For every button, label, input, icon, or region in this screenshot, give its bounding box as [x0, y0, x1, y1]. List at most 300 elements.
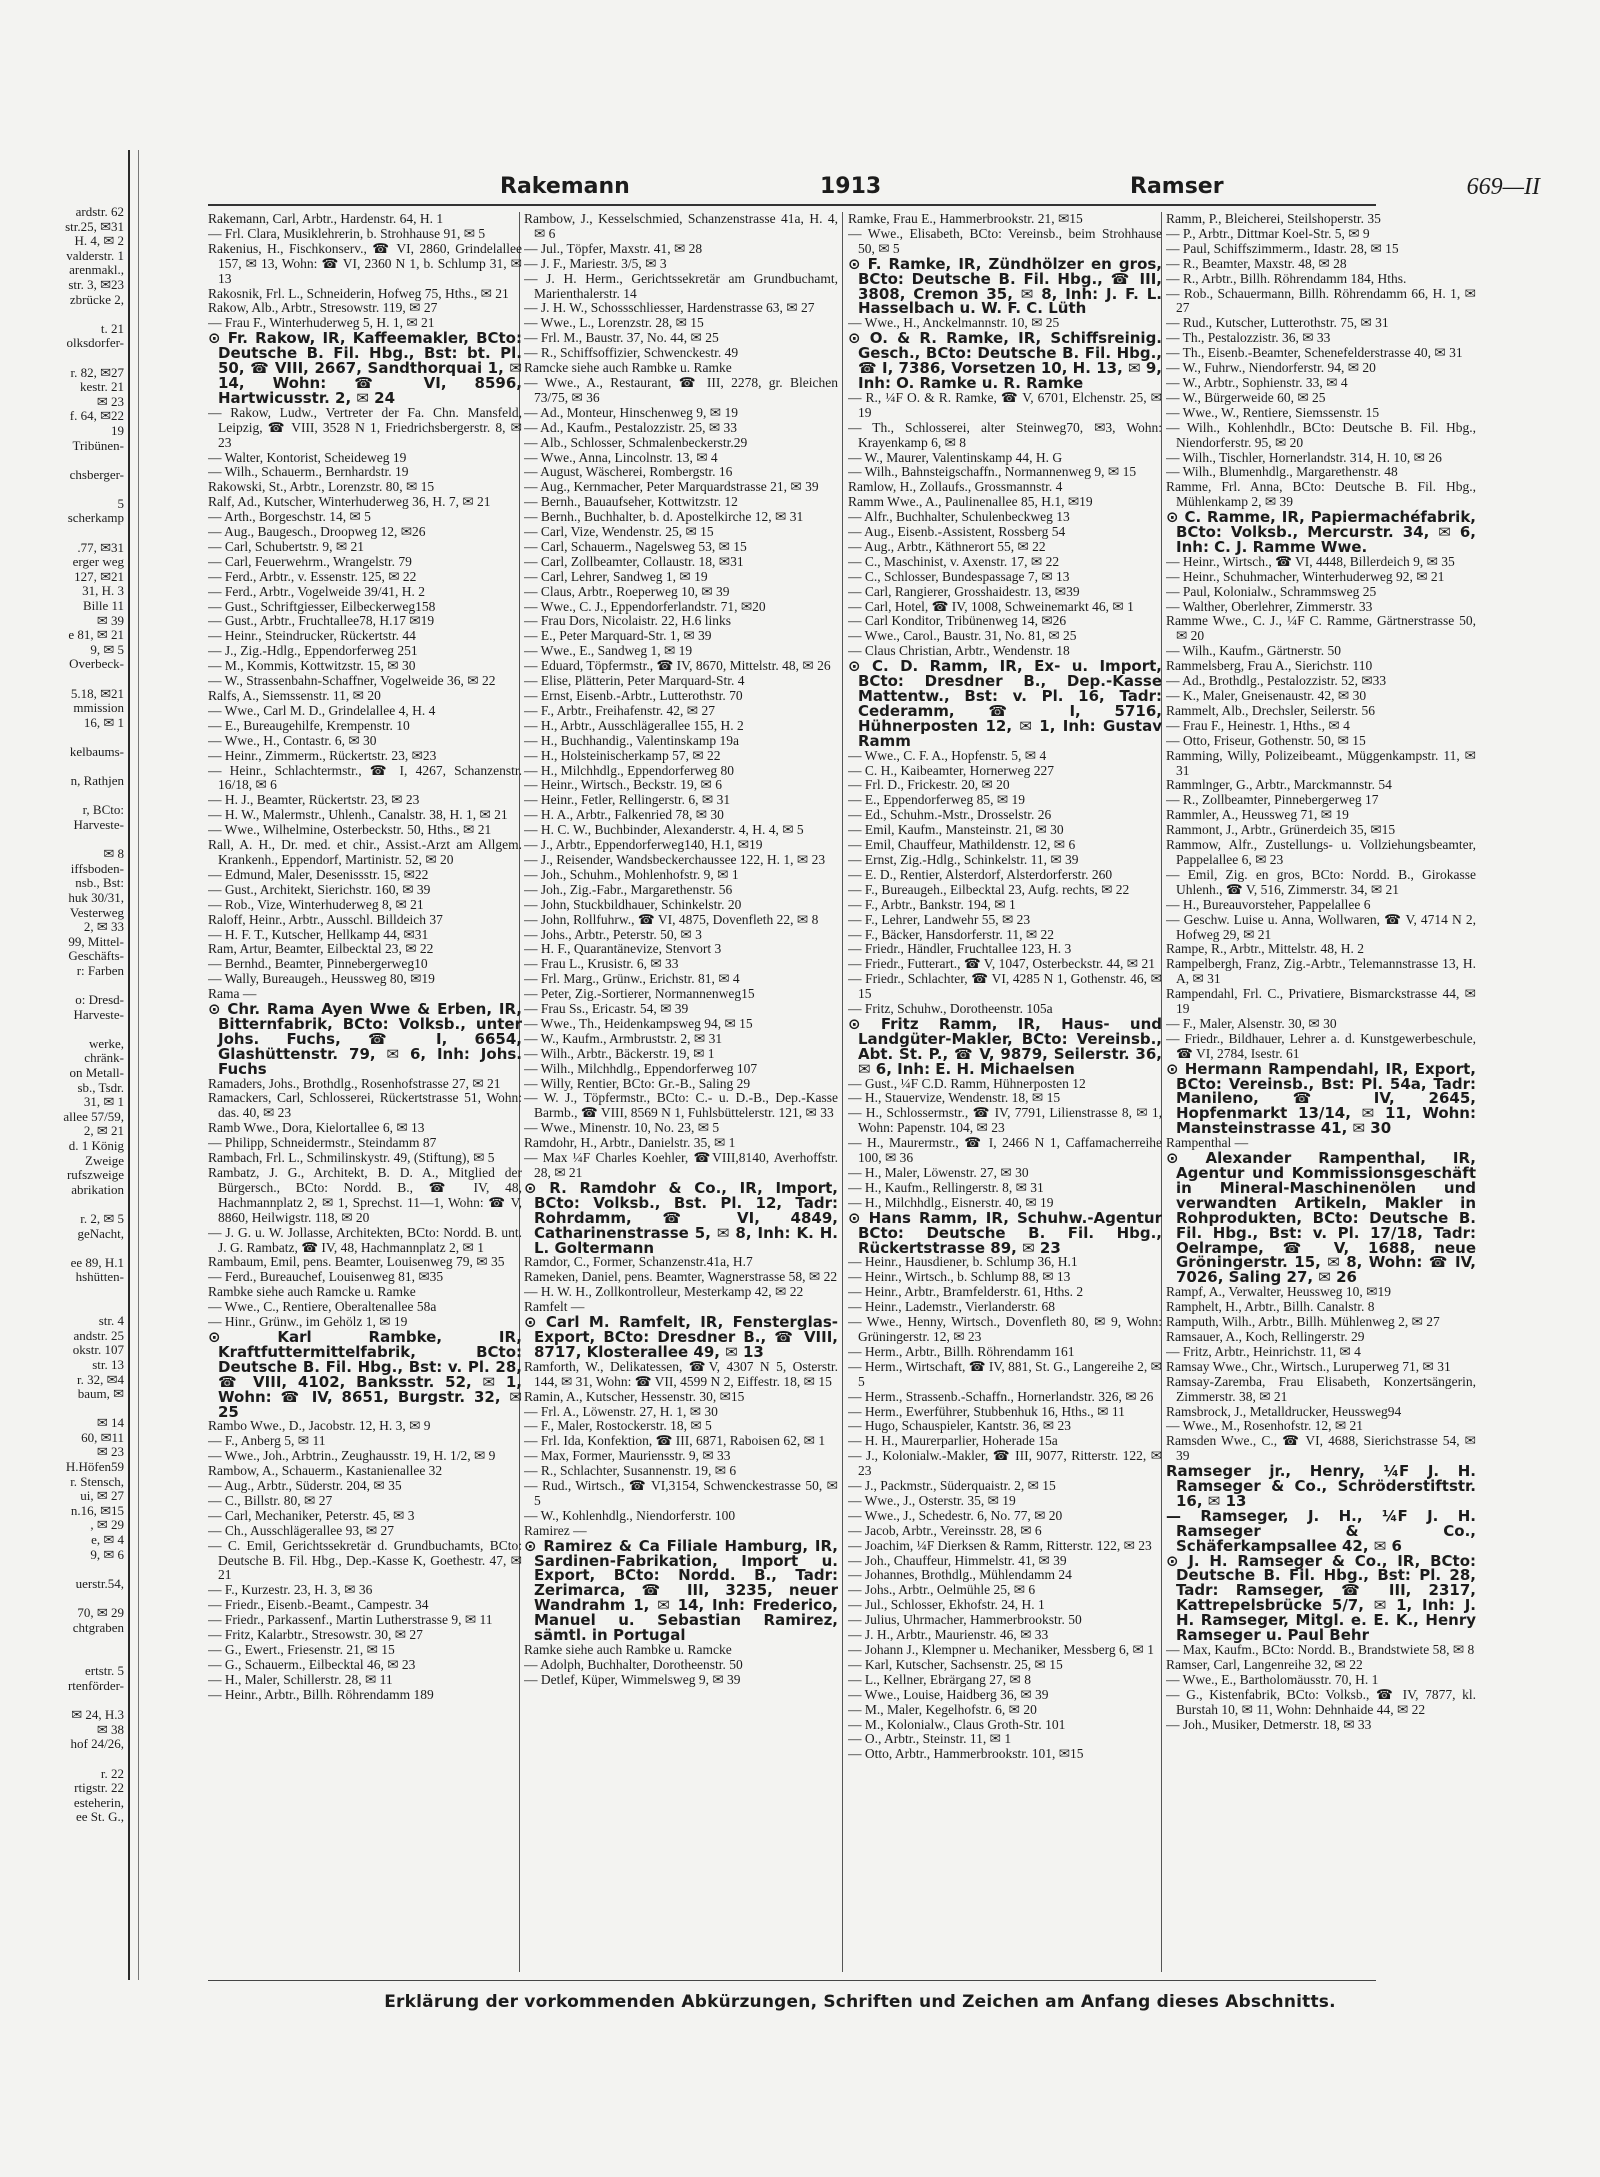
directory-entry: — Frl. A., Löwenstr. 27, H. 1, ✉ 30 — [524, 1403, 718, 1419]
directory-entry: — Wwe., C. J., Eppendorferlandstr. 71, ✉20 — [524, 598, 766, 614]
directory-entry: Ramputh, Wilh., Arbtr., Billh. Mühlenweg 2, ✉ 27 — [1166, 1314, 1440, 1330]
left-margin-rule — [138, 150, 139, 1980]
directory-entry: — Jul., Schlosser, Ekhofstr. 24, H. 1 — [848, 1597, 1045, 1613]
directory-entry: — Wwe., Carol., Baustr. 31, No. 81, ✉ 25 — [848, 628, 1077, 644]
strip-line: Bille 11 — [82, 599, 124, 614]
directory-entry: — Wwe., C., Rentiere, Oberaltenallee 58a — [208, 1299, 437, 1315]
strip-line: Zweige — [85, 1153, 124, 1168]
directory-entry: — W., Bürgerweide 60, ✉ 25 — [1166, 389, 1326, 405]
directory-entry: Rammelt, Alb., Drechsler, Seilerstr. 56 — [1166, 702, 1376, 718]
directory-entry: Rambo Wwe., D., Jacobstr. 12, H. 3, ✉ 9 — [208, 1418, 431, 1434]
strip-line — [0, 760, 128, 775]
directory-entry: — Ramseger, J. H., ¼F J. H. Ramseger & Co., Schäferkampsallee 42, ✉ 6 — [1166, 1506, 1476, 1555]
strip-line: 2, ✉ 33 — [83, 920, 124, 935]
directory-entry: — Wilh., Milchhdlg., Eppendorferweg 107 — [524, 1060, 758, 1076]
strip-line: t. 21 — [100, 321, 124, 336]
directory-entry: — Claus Christian, Arbtr., Wendenstr. 18 — [848, 643, 1070, 659]
directory-entry: Ramsay-Zaremba, Frau Elisabeth, Konzertsängerin, Zimmerstr. 38, ✉ 21 — [1166, 1373, 1476, 1404]
directory-entry: Ramphelt, H., Arbtr., Billh. Canalstr. 8 — [1166, 1299, 1375, 1315]
directory-entry: — J., Packmstr., Süderquaistr. 2, ✉ 15 — [848, 1478, 1056, 1494]
directory-entry: — Johann J., Klempner u. Mechaniker, Messberg 6, ✉ 1 — [848, 1642, 1154, 1657]
directory-entry: — Frau F., Heinestr. 1, Hths., ✉ 4 — [1166, 717, 1350, 733]
directory-entry: — H., Maler, Schillerstr. 28, ✉ 11 — [208, 1671, 393, 1687]
strip-line: uerstr.54, — [75, 1576, 124, 1591]
directory-entry: — J. H. W., Schossschliesser, Hardenstrasse 63, ✉ 27 — [524, 300, 815, 316]
directory-entry: Ramdohr, H., Arbtr., Danielstr. 35, ✉ 1 — [524, 1135, 736, 1151]
directory-entry: — Carl, Hotel, ☎ IV, 1008, Schweinemarkt 46, ✉ 1 — [848, 598, 1134, 614]
directory-entry: — Wwe., M., Rosenhofstr. 12, ✉ 21 — [1166, 1418, 1364, 1434]
directory-entry: — Willy, Rentier, BCto: Gr.-B., Saling 29 — [524, 1075, 751, 1091]
directory-entry: Rammont, J., Arbtr., Grünerdeich 35, ✉15 — [1166, 822, 1396, 838]
directory-entry: — Philipp, Schneidermstr., Steindamm 87 — [208, 1135, 437, 1151]
directory-entry: — H., Maler, Löwenstr. 27, ✉ 30 — [848, 1165, 1029, 1180]
directory-entry: — Gust., ¼F C.D. Ramm, Hühnerposten 12 — [848, 1075, 1086, 1091]
directory-entry: — Detlef, Küper, Wimmelsweg 9, ✉ 39 — [524, 1671, 741, 1687]
directory-entry: — Wilh., Arbtr., Bäckerstr. 19, ✉ 1 — [524, 1045, 715, 1061]
strip-line: 31, H. 3 — [82, 584, 124, 599]
directory-entry: Ramseger jr., Henry, ¼F J. H. Ramseger & Co., Schröderstiftstr. 16, ✉ 13 — [1166, 1462, 1476, 1510]
directory-entry: — Frl. Ida, Konfektion, ☎ III, 6871, Raboisen 62, ✉ 1 — [524, 1433, 826, 1449]
directory-entry: Ramsay Wwe., Chr., Wirtsch., Luruperweg 71, ✉ 31 — [1166, 1358, 1451, 1374]
directory-entry: — Rud., Kutscher, Lutterothstr. 75, ✉ 31 — [1166, 315, 1389, 331]
directory-entry: — Carl, Mechaniker, Peterstr. 45, ✉ 3 — [208, 1507, 415, 1523]
directory-entry: — F., Bäcker, Hansdorferstr. 11, ✉ 22 — [848, 926, 1055, 942]
directory-entry: — Frau Dors, Nicolaistr. 22, H.6 links — [524, 613, 731, 629]
strip-line: d. 1 König — [68, 1139, 124, 1153]
directory-entry: — H. J., Beamter, Rückertstr. 23, ✉ 23 — [208, 792, 420, 808]
directory-entry: — Julius, Uhrmacher, Hammerbrookstr. 50 — [848, 1612, 1082, 1628]
directory-entry: Ramsbrock, J., Metalldrucker, Heussweg94 — [1166, 1403, 1402, 1419]
directory-entry: — Friedr., Schlachter, ☎ VI, 4285 N 1, Gothenstr. 46, ✉ 15 — [848, 971, 1162, 1002]
directory-entry: — F., Bureaugeh., Eilbecktal 23, Aufg. rechts, ✉ 22 — [848, 881, 1130, 897]
directory-entry: — Heinr., Wirtsch., ☎ VI, 4448, Billerdeich 9, ✉ 35 — [1166, 553, 1455, 569]
directory-entry: — P., Arbtr., Dittmar Koel-Str. 5, ✉ 9 — [1166, 225, 1370, 241]
directory-entry: Ramlow, H., Zollaufs., Grossmannstr. 4 — [848, 479, 1063, 495]
directory-entry: — Herm., Wirtschaft, ☎ IV, 881, St. G., Langereihe 2, ✉ 5 — [848, 1358, 1162, 1389]
directory-entry: — Wwe., Wilhelmine, Osterbeckstr. 50, Hths., ✉ 21 — [208, 822, 492, 838]
directory-entry: ⊙ O. & R. Ramke, IR, Schiffsreinig. Gesch., BCto: Deutsche B. Fil. Hbg., ☎ I, 7386, Vorsetzen 10, H. 13, ✉ 9, Inh: O. Ramke u. R. Ramke — [848, 329, 1162, 392]
directory-entry: Ramme Wwe., C. J., ¼F C. Ramme, Gärtnerstrasse 50, ✉ 20 — [1166, 613, 1476, 644]
strip-line — [0, 307, 128, 322]
strip-line: o: Dresd- — [75, 993, 124, 1008]
directory-entry: ⊙ Karl Rambke, IR, Kraftfuttermittelfabrik, BCto: Deutsche B. Fil. Hbg., Bst: v. Pl. 28, ☎ VIII, 4102, Banksstr. 52, ✉ 1, Wohn: ☎ IV, 8651, Burgstr. 32, ✉ 25 — [208, 1327, 522, 1421]
directory-entry: — Wwe., Henny, Wirtsch., Dovenfleth 80, ✉ 9, Wohn: Grüningerstr. 12, ✉ 23 — [848, 1314, 1162, 1344]
strip-line: huk 30/31, — [68, 890, 124, 905]
directory-entry: — F., Kurzestr. 23, H. 3, ✉ 36 — [208, 1582, 373, 1598]
strip-line: arenmakl., — [69, 263, 124, 278]
strip-line: Harveste- — [73, 817, 124, 832]
directory-entry: — Max, Former, Mauriensstr. 9, ✉ 33 — [524, 1448, 731, 1464]
directory-entry: Rammler, A., Heussweg 71, ✉ 19 — [1166, 807, 1349, 823]
directory-entry: — Gust., Arbtr., Fruchtallee78, H.17 ✉19 — [208, 613, 435, 629]
directory-entry: — H., Stauervize, Wendenstr. 18, ✉ 15 — [848, 1090, 1061, 1106]
directory-entry: — H., Schlossermstr., ☎ IV, 7791, Lilienstrasse 8, ✉ 1, Wohn: Papenstr. 104, ✉ 23 — [848, 1105, 1162, 1136]
strip-line — [0, 1300, 128, 1315]
directory-entry: — Wwe., W., Rentiere, Siemssenstr. 15 — [1166, 404, 1380, 420]
directory-entry: — Wwe., E., Sandweg 1, ✉ 19 — [524, 643, 693, 659]
directory-entry: — Rob., Vize, Winterhuderweg 8, ✉ 21 — [208, 896, 424, 912]
strip-line — [0, 833, 128, 848]
directory-entry: — H. W. H., Zollkontrolleur, Mesterkamp 42, ✉ 22 — [524, 1284, 804, 1300]
directory-entry: — Wilh., Bahnsteigschaffn., Normannenweg 9, ✉ 15 — [848, 464, 1137, 480]
directory-entry: — W., Kaufm., Armbruststr. 2, ✉ 31 — [524, 1030, 723, 1046]
directory-entry: — J. G. u. W. Jollasse, Architekten, BCto: Nordd. B. unt. J. G. Rambatz, ☎ IV, 48, Hachmannplatz 2, ✉ 1 — [208, 1224, 522, 1255]
directory-entry: — Ferd., Arbtr., Vogelweide 39/41, H. 2 — [208, 583, 425, 599]
directory-entry: — Elise, Plätterin, Peter Marquard-Str. 4 — [524, 673, 745, 689]
directory-entry: — Gust., Architekt, Sierichstr. 160, ✉ 39 — [208, 881, 431, 897]
directory-entry: — Heinr., Arbtr., Billh. Röhrendamm 189 — [208, 1686, 434, 1702]
directory-entry: — Wwe., Carl M. D., Grindelallee 4, H. 4 — [208, 702, 436, 718]
directory-entry: Ralf, Ad., Kutscher, Winterhuderweg 36, H. 7, ✉ 21 — [208, 494, 491, 510]
directory-entry: Rakowski, St., Arbtr., Lorenzstr. 80, ✉ 15 — [208, 479, 435, 495]
directory-entry: Rampelbergh, Franz, Zig.-Arbtr., Telemannstrasse 13, H. A, ✉ 31 — [1166, 956, 1476, 987]
header-page-number: 669—II — [1466, 174, 1540, 200]
strip-line: r, BCto: — [82, 803, 124, 818]
directory-entry: Rampendahl, Frl. C., Privatiere, Bismarckstrasse 44, ✉ 19 — [1166, 986, 1476, 1017]
directory-entry: Ramke siehe auch Rambke u. Ramcke — [524, 1642, 732, 1657]
strip-line — [0, 1402, 128, 1417]
directory-entry: — H., Maurermstr., ☎ I, 2466 N 1, Caffamacherreihe 100, ✉ 36 — [848, 1135, 1162, 1166]
directory-entry: — Frl. Marg., Grünw., Erichstr. 81, ✉ 4 — [524, 971, 740, 987]
directory-entry: — R., Zollbeamter, Pinnebergerweg 17 — [1166, 792, 1379, 808]
directory-entry: — Otto, Arbtr., Hammerbrookstr. 101, ✉15 — [848, 1746, 1084, 1762]
directory-entry: — W., Strassenbahn-Schaffner, Vogelweide 36, ✉ 22 — [208, 673, 496, 689]
directory-entry: Ramb Wwe., Dora, Kielortallee 6, ✉ 13 — [208, 1120, 425, 1136]
directory-entry: Rambow, J., Kesselschmied, Schanzenstrasse 41a, H. 4, ✉ 6 — [524, 212, 838, 241]
directory-entry: — Bernh., Buchhalter, b. d. Apostelkirche 12, ✉ 31 — [524, 509, 804, 525]
directory-entry: — Carl Konditor, Tribünenweg 14, ✉26 — [848, 613, 1067, 629]
directory-entry: — Herm., Arbtr., Billh. Röhrendamm 161 — [848, 1343, 1075, 1359]
directory-entry: — Walther, Oberlehrer, Zimmerstr. 33 — [1166, 598, 1373, 614]
directory-entry: — Ed., Schuhm.-Mstr., Drosselstr. 26 — [848, 807, 1052, 823]
directory-entry: — Peter, Zig.-Sortierer, Normannenweg15 — [524, 986, 755, 1002]
directory-entry: — Aug., Baugesch., Droopweg 12, ✉26 — [208, 524, 426, 540]
directory-entry: — G., Ewert., Friesenstr. 21, ✉ 15 — [208, 1642, 395, 1657]
strip-line: mmission — [73, 701, 124, 716]
directory-column-1 — [208, 212, 522, 1703]
directory-entry: — R., Beamter, Maxstr. 48, ✉ 28 — [1166, 255, 1347, 271]
directory-entry: — Carl, Schauerm., Nagelsweg 53, ✉ 15 — [524, 538, 747, 554]
directory-entry: — Frau L., Krusistr. 6, ✉ 33 — [524, 956, 679, 972]
strip-line: H. 4, ✉ 2 — [74, 234, 124, 249]
directory-entry: — Ad., Kaufm., Pestalozzistr. 25, ✉ 33 — [524, 419, 738, 435]
directory-entry: — Fritz, Kalarbtr., Stresowstr. 30, ✉ 27 — [208, 1627, 423, 1643]
strip-line: ee 89, H.1 — [70, 1255, 124, 1270]
directory-entry: — Ernst, Zig.-Hdlg., Schinkelstr. 11, ✉ 39 — [848, 851, 1079, 867]
directory-entry: — Claus, Arbtr., Roeperweg 10, ✉ 39 — [524, 583, 730, 599]
strip-line: olksdorfer- — [66, 336, 124, 351]
directory-entry: — Arth., Borgeschstr. 14, ✉ 5 — [208, 509, 371, 525]
strip-line: 70, ✉ 29 — [77, 1606, 124, 1620]
strip-line: Vesterweg — [69, 905, 124, 920]
directory-entry: — Rakow, Ludw., Vertreter der Fa. Chn. Mansfeld, Leipzig, ☎ VIII, 3528 N 1, Friedrichsbergerstr. 8, ✉ 23 — [208, 404, 522, 450]
directory-entry: — August, Wäscherei, Rombergstr. 16 — [524, 464, 733, 480]
directory-entry: — Carl, Feuerwehrm., Wrangelstr. 79 — [208, 553, 412, 569]
directory-entry: — Ferd., Bureauchef, Louisenweg 81, ✉35 — [208, 1269, 444, 1285]
directory-entry: — Heinr., Fetler, Rellingerstr. 6, ✉ 31 — [524, 792, 731, 808]
strip-line: valderstr. 1 — [66, 248, 124, 263]
directory-entry: Rakosnik, Frl. L., Schneiderin, Hofweg 75, Hths., ✉ 21 — [208, 285, 509, 301]
directory-entry: — L., Kellner, Ebrärgang 27, ✉ 8 — [848, 1671, 1031, 1687]
directory-entry: — Joachim, ¼F Dierksen & Ramm, Ritterstr. 122, ✉ 23 — [848, 1537, 1152, 1553]
strip-line — [0, 1241, 128, 1256]
strip-line: 5.18, ✉21 — [70, 686, 124, 701]
directory-entry: — Wilh., Blumenhdlg., Margarethenstr. 48 — [1166, 464, 1398, 480]
directory-entry: — H., Kaufm., Rellingerstr. 8, ✉ 31 — [848, 1179, 1044, 1195]
directory-entry: — Paul, Schiffszimmerm., Idastr. 28, ✉ 15 — [1166, 240, 1399, 256]
directory-entry: — F., Arbtr., Freihafenstr. 42, ✉ 27 — [524, 702, 715, 718]
directory-entry: ⊙ Hans Ramm, IR, Schuhw.-Agentur BCto: Deutsche B. Fil. Hbg., Rückertstrasse 89, ✉ 23 — [848, 1208, 1162, 1257]
footer-rule — [208, 1980, 1376, 1981]
directory-entry: ⊙ Ramirez & Ca Filiale Hamburg, IR, Sardinen-Fabrikation, Import u. Export, BCto: Nordd. B., Tadr: Zerimarca, ☎ III, 3235, neuer Wandrahm 1, ✉ 14, Inh: Frederico, Manuel u. Sebastian Ramirez, sämtl. in Portugal — [524, 1536, 838, 1645]
directory-entry: — C. H., Kaibeamter, Hornerweg 227 — [848, 762, 1055, 778]
directory-entry: ⊙ Chr. Rama Ayen Wwe & Erben, IR, Bitternfabrik, BCto: Volksb., unter Johs. Fuchs, ☎ I, 6654, Glashüttenstr. 79, ✉ 6, Inh: Johs. Fuchs — [208, 1000, 522, 1078]
strip-line — [0, 978, 128, 993]
directory-entry: — Carl, Schubertstr. 9, ✉ 21 — [208, 538, 365, 554]
strip-line: n, Rathjen — [70, 774, 124, 789]
strip-line — [0, 482, 128, 497]
directory-entry: Ramm Wwe., A., Paulinenallee 85, H.1, ✉19 — [848, 494, 1093, 510]
directory-entry: — Wwe., H., Contastr. 6, ✉ 30 — [208, 732, 377, 748]
directory-entry: — Eduard, Töpfermstr., ☎ IV, 8670, Mittelstr. 48, ✉ 26 — [524, 658, 831, 674]
strip-line: erger weg — [72, 555, 124, 570]
directory-entry: — Geschw. Luise u. Anna, Wollwaren, ☎ V, 4714 N 2, Hofweg 29, ✉ 21 — [1166, 911, 1476, 942]
header-rule — [208, 204, 1376, 206]
directory-entry: — Emil, Chauffeur, Mathildenstr. 12, ✉ 6 — [848, 837, 1076, 853]
directory-entry: — M., Maler, Kegelhofstr. 6, ✉ 20 — [848, 1701, 1037, 1717]
directory-entry: — G., Schauerm., Eilbecktal 46, ✉ 23 — [208, 1656, 416, 1672]
directory-entry: — Herm., Strassenb.-Schaffn., Hornerlandstr. 326, ✉ 26 — [848, 1388, 1154, 1404]
directory-entry: — Heinr., Schuhmacher, Winterhuderweg 92, ✉ 21 — [1166, 568, 1445, 584]
directory-entry: — Aug., Eisenb.-Assistent, Rossberg 54 — [848, 524, 1066, 540]
directory-entry: ⊙ Hermann Rampendahl, IR, Export, BCto: Vereinsb., Bst: Pl. 54a, Tadr: Manileno, ☎ IV, 2645, Hopfenmarkt 13/14, ✉ 11, Wohn: Mansteinstrasse 41, ✉ 30 — [1166, 1059, 1476, 1138]
directory-entry: — Wilh., Tischler, Hornerlandstr. 314, H. 10, ✉ 26 — [1166, 449, 1442, 465]
directory-entry: — E., Bureaugehilfe, Krempenstr. 10 — [208, 717, 410, 733]
directory-entry: — H. F. T., Kutscher, Hellkamp 44, ✉31 — [208, 926, 429, 942]
directory-entry: — Wwe., A., Restaurant, ☎ III, 2278, gr. Bleichen 73/75, ✉ 36 — [524, 374, 838, 405]
directory-entry: Rambaum, Emil, pens. Beamter, Louisenweg 79, ✉ 35 — [208, 1254, 505, 1270]
directory-entry: Rampenthal — — [1166, 1135, 1249, 1151]
directory-entry: ⊙ C. D. Ramm, IR, Ex- u. Import, BCto: Dresdner B., Dep.-Kasse Mattentw., Bst: v. Pl. 16, Tadr: Cederamm, ☎ I, 5716, Hühnerposten 12, ✉ 1, Inh: Gustav Ramm — [848, 657, 1162, 750]
directory-entry: ⊙ F. Ramke, IR, Zündhölzer en gros, BCto: Deutsche B. Fil. Hbg., ☎ III, 3808, Cremon 35, ✉ 8, Inh: J. F. L. Hasselbach u. W. F. C. Lüth — [848, 254, 1162, 318]
directory-entry: — Wwe., Joh., Arbtrin., Zeughausstr. 19, H. 1/2, ✉ 9 — [208, 1448, 496, 1464]
directory-entry: Ramming, Willy, Polizeibeamt., Müggenkampstr. 11, ✉ 31 — [1166, 747, 1476, 778]
directory-entry: — Max ¼F Charles Koehler, ☎VIII,8140, Averhoffstr. 28, ✉ 21 — [524, 1150, 838, 1180]
directory-entry: — Wilh., Kohlenhdlr., BCto: Deutsche B. Fil. Hbg., Niendorferstr. 95, ✉ 20 — [1166, 419, 1476, 450]
directory-entry: Ram, Artur, Beamter, Eilbecktal 23, ✉ 22 — [208, 941, 434, 957]
directory-entry: — Ferd., Arbtr., v. Essenstr. 125, ✉ 22 — [208, 568, 417, 584]
strip-line: hof 24/26, — [70, 1737, 124, 1752]
directory-entry: — W., Fuhrw., Niendorferstr. 94, ✉ 20 — [1166, 360, 1376, 376]
directory-entry: — Joh., Musiker, Detmerstr. 18, ✉ 33 — [1166, 1716, 1372, 1732]
directory-entry: Rammow, Alfr., Zustellungs- u. Vollziehungsbeamter, Pappelallee 6, ✉ 23 — [1166, 837, 1476, 867]
directory-entry: — Rob., Schauermann, Billh. Röhrendamm 66, H. 1, ✉ 27 — [1166, 285, 1476, 316]
directory-entry: — Wwe., H., Anckelmannstr. 10, ✉ 25 — [848, 315, 1060, 331]
directory-entry: — Carl, Rangierer, Grosshaidestr. 13, ✉39 — [848, 583, 1080, 599]
directory-entry: — Frl. M., Baustr. 37, No. 44, ✉ 25 — [524, 330, 719, 346]
strip-line: ✉ 38 — [96, 1722, 124, 1737]
directory-entry: — O., Arbtr., Steinstr. 11, ✉ 1 — [848, 1731, 1012, 1747]
directory-entry: Ramirez — — [524, 1522, 587, 1538]
page-header — [140, 174, 1540, 200]
strip-line — [0, 672, 128, 687]
strip-line: chränk- — [84, 1051, 124, 1066]
strip-line: ✉ 39 — [96, 613, 124, 628]
directory-entry: — F., Maler, Rostockerstr. 18, ✉ 5 — [524, 1418, 712, 1434]
directory-entry: — Frl. D., Frickestr. 20, ✉ 20 — [848, 777, 1010, 793]
strip-line: e, ✉ 4 — [91, 1533, 124, 1548]
directory-entry: — R., Schlachter, Susannenstr. 19, ✉ 6 — [524, 1463, 737, 1479]
directory-entry: — Heinr., Arbtr., Bramfelderstr. 61, Hths. 2 — [848, 1284, 1084, 1300]
directory-entry: — Th., Schlosserei, alter Steinweg70, ✉3, Wohn: Krayenkamp 6, ✉ 8 — [848, 419, 1162, 450]
strip-line — [0, 1285, 128, 1300]
directory-entry: — Frau Ss., Ericastr. 54, ✉ 39 — [524, 1001, 689, 1017]
directory-entry: Ramcke siehe auch Rambke u. Ramke — [524, 360, 732, 376]
directory-entry: — Wwe., Louise, Haidberg 36, ✉ 39 — [848, 1686, 1049, 1702]
directory-entry: — C., Maschinist, v. Axenstr. 17, ✉ 22 — [848, 553, 1060, 569]
directory-entry: Rambow, A., Schauerm., Kastanienallee 32 — [208, 1463, 443, 1479]
directory-entry: — G., Kistenfabrik, BCto: Volksb., ☎ IV, 7877, kl. Burstah 10, ✉ 11, Wohn: Dehnhaide 44, ✉ 22 — [1166, 1686, 1476, 1717]
directory-column-3 — [848, 212, 1162, 1762]
directory-entry: ⊙ Fritz Ramm, IR, Haus- und Landgüter-Makler, BCto: Vereinsb., Abt. St. P., ☎ V, 9879, Seilerstr. 36, ✉ 6, Inh: E. H. Michaelsen — [848, 1014, 1162, 1078]
strip-line: .77, ✉31 — [77, 540, 124, 555]
directory-entry: — Ernst, Eisenb.-Arbtr., Lutterothstr. 70 — [524, 688, 743, 703]
strip-line: Overbeck- — [69, 657, 124, 672]
abbreviations-note: Erklärung der vorkommenden Abkürzungen, Schriften und Zeichen am Anfang dieses Abschnitts. — [384, 1992, 1336, 2012]
directory-entry: — Rud., Wirtsch., ☎ VI,3154, Schwenckestrasse 50, ✉ 5 — [524, 1478, 838, 1508]
strip-line — [0, 1635, 128, 1650]
strip-line: ✉ 23 — [96, 394, 124, 409]
strip-line: 2, ✉ 21 — [83, 1124, 124, 1139]
strip-line: sb., Tsdr. — [77, 1080, 124, 1095]
strip-line: str. 13 — [92, 1357, 124, 1372]
strip-line: rtenförder- — [67, 1678, 124, 1693]
directory-entry: — John, Stuckbildhauer, Schinkelstr. 20 — [524, 896, 742, 912]
directory-entry: — Gust., Schriftgiesser, Eilbeckerweg158 — [208, 598, 436, 614]
directory-entry: — J., Kolonialw.-Makler, ☎ III, 9077, Ritterstr. 122, ✉ 23 — [848, 1448, 1162, 1479]
directory-entry: — Bernhd., Beamter, Pinnebergerweg10 — [208, 956, 428, 972]
directory-entry: Raloff, Heinr., Arbtr., Ausschl. Billdeich 37 — [208, 911, 443, 927]
strip-line: allee 57/59, — [63, 1109, 124, 1124]
directory-entry: — F., Anberg 5, ✉ 11 — [208, 1433, 326, 1449]
directory-entry: — J., Reisender, Wandsbeckerchaussee 122, H. 1, ✉ 23 — [524, 851, 826, 867]
directory-entry: — John, Rollfuhrw., ☎ VI, 4875, Dovenfleth 22, ✉ 8 — [524, 911, 819, 927]
directory-entry: Rampe, R., Arbtr., Mittelstr. 48, H. 2 — [1166, 941, 1364, 957]
directory-entry: Ramsauer, A., Koch, Rellingerstr. 29 — [1166, 1328, 1365, 1344]
strip-line: ertstr. 5 — [85, 1664, 124, 1679]
strip-line — [0, 526, 128, 541]
directory-entry: Rambatz, J. G., Architekt, B. D. A., Mitglied der Bürgersch., BCto: Nordd. B., ☎ IV, 48, Hachmannplatz 2, ✉ 1, Sprechst. 11—1, Wohn: ☎ V, 8860, Heilwigstr. 118, ✉ 20 — [208, 1165, 522, 1225]
directory-entry: — Th., Eisenb.-Beamter, Schenefelderstrasse 40, ✉ 31 — [1166, 345, 1463, 361]
strip-line: Tribünen- — [72, 438, 124, 453]
directory-entry: ⊙ Carl M. Ramfelt, IR, Fensterglas-Export, BCto: Dresdner B., ☎ VIII, 8717, Klosterallee 49, ✉ 13 — [524, 1313, 838, 1361]
strip-line: scherkamp — [67, 511, 124, 526]
directory-entry: — R., ¼F O. & R. Ramke, ☎ V, 6701, Elchenstr. 25, ✉ 19 — [848, 389, 1162, 420]
header-first-name: Rakemann — [500, 174, 630, 199]
directory-entry: — Wwe., Th., Heidenkampsweg 94, ✉ 15 — [524, 1015, 753, 1031]
directory-entry: — H., Milchhdlg., Eisnerstr. 40, ✉ 19 — [848, 1194, 1054, 1210]
directory-entry: Rammelsberg, Frau A., Sierichstr. 110 — [1166, 658, 1373, 674]
strip-line — [0, 351, 128, 366]
strip-line: Harveste- — [73, 1007, 124, 1022]
directory-entry: — H., Buchhandig., Valentinskamp 19a — [524, 732, 739, 748]
strip-line: andstr. 25 — [73, 1328, 124, 1343]
strip-line — [0, 1562, 128, 1577]
directory-entry: — Walter, Kontorist, Scheideweg 19 — [208, 449, 407, 465]
strip-line — [0, 1752, 128, 1767]
directory-entry: Rambke siehe auch Ramcke u. Ramke — [208, 1284, 416, 1300]
directory-entry: — M., Kolonialw., Claus Groth-Str. 101 — [848, 1716, 1066, 1732]
directory-entry: — Aug., Kernmacher, Peter Marquardstrasse 21, ✉ 39 — [524, 479, 819, 495]
directory-entry: ⊙ J. H. Ramseger & Co., IR, BCto: Deutsche B. Fil. Hbg., Bst: Pl. 28, Tadr: Ramseger, ☎ III, 2317, Kattrepelsbrücke 5/7, ✉ 1, Inh: J. H. Ramseger, Mitgl. e. E. K., Henry Ramseger u. Paul Behr — [1166, 1551, 1476, 1645]
directory-entry: — Adolph, Buchhalter, Dorotheenstr. 50 — [524, 1656, 743, 1672]
directory-entry: Ramke, Frau E., Hammerbrookstr. 21, ✉15 — [848, 212, 1083, 226]
directory-entry: ⊙ R. Ramdohr & Co., IR, Import, BCto: Volksb., Bst. Pl. 12, Tadr: Rohrdamm, ☎ VI, 4849, Catharinenstrasse 5, ✉ 8, Inh: K. H. L. Goltermann — [524, 1178, 838, 1257]
directory-entry: — Ad., Monteur, Hinschenweg 9, ✉ 19 — [524, 404, 738, 420]
directory-entry: — Wwe., E., Bartholomäusstr. 70, H. 1 — [1166, 1671, 1379, 1687]
directory-entry: — C. Emil, Gerichtssekretär d. Grundbuchamts, BCto: Deutsche B. Fil. Hbg., Dep.-Kasse K, Goethestr. 47, ✉ 21 — [208, 1537, 522, 1583]
directory-entry: Rama — — [208, 986, 257, 1002]
directory-entry: — Friedr., Futterart., ☎ V, 1047, Osterbeckstr. 44, ✉ 21 — [848, 956, 1155, 972]
directory-entry: — Ad., Brothdlg., Pestalozzistr. 52, ✉33 — [1166, 673, 1387, 689]
directory-entry: — Wwe., Minenstr. 10, No. 23, ✉ 5 — [524, 1120, 720, 1136]
directory-entry: — Wwe., Elisabeth, BCto: Vereinsb., beim Strohhause 50, ✉ 5 — [848, 225, 1162, 256]
strip-line: f. 64, ✉22 — [69, 409, 124, 424]
directory-entry: — W., Maurer, Valentinskamp 44, H. G — [848, 449, 1063, 465]
strip-line: 9, ✉ 6 — [90, 1547, 124, 1562]
strip-line: kestr. 21 — [79, 380, 124, 395]
strip-line: ✉ 23 — [96, 1445, 124, 1460]
directory-entry: — J. H., Arbtr., Maurienstr. 46, ✉ 33 — [848, 1627, 1049, 1643]
strip-line: werke, — [88, 1036, 124, 1051]
directory-entry: — Joh., Zig.-Fabr., Margarethenstr. 56 — [524, 881, 733, 897]
directory-entry: Rameken, Daniel, pens. Beamter, Wagnerstrasse 58, ✉ 22 — [524, 1269, 838, 1285]
strip-line: zbrücke 2, — [69, 292, 124, 307]
strip-line: ee St. G., — [75, 1810, 124, 1825]
directory-entry: — Carl, Vize, Wendenstr. 25, ✉ 15 — [524, 524, 714, 540]
directory-entry: — Emil, Zig. en gros, BCto: Nordd. B., Girokasse Uhlenh., ☎ V, 516, Zimmerstr. 34, ✉ 21 — [1166, 866, 1476, 897]
strip-line: kelbaums- — [69, 744, 124, 759]
directory-entry: — Fritz, Schuhw., Dorotheenstr. 105a — [848, 1001, 1053, 1017]
strip-line — [0, 1694, 128, 1709]
strip-line: e 81, ✉ 21 — [68, 628, 124, 643]
directory-entry: Ramsden Wwe., C., ☎ VI, 4688, Sierichstrasse 54, ✉ 39 — [1166, 1433, 1476, 1464]
header-year: 1913 — [820, 174, 882, 199]
directory-entry: — F., Maler, Alsenstr. 30, ✉ 30 — [1166, 1015, 1337, 1031]
directory-entry: — K., Maler, Gneisenaustr. 42, ✉ 30 — [1166, 688, 1367, 703]
strip-line: str.25, ✉31 — [65, 219, 124, 234]
strip-line: r. 32, ✉4 — [76, 1372, 124, 1387]
directory-entry: ⊙ Alexander Rampenthal, IR, Agentur und Kommissionsgeschäft in Mineral-Maschinenölen und verwandten Artikeln, Makler in Rohprodukten, BCto: Deutsche B. Fil. Hbg., Bst: v. Pl. 17/18, Tadr: Oelrampe, ☎ V, 1688, neue Gröningerstr. 15, ✉ 8, Wohn: ☎ IV, 7026, Saling 27, ✉ 26 — [1166, 1149, 1476, 1287]
previous-page-strip — [0, 205, 128, 1960]
directory-entry: — W., Arbtr., Sophienstr. 33, ✉ 4 — [1166, 374, 1348, 390]
directory-entry: — Aug., Arbtr., Käthnerort 55, ✉ 22 — [848, 538, 1046, 554]
directory-entry: — Heinr., Wirtsch., b. Schlump 88, ✉ 13 — [848, 1269, 1071, 1285]
directory-entry: — Hugo, Schauspieler, Kantstr. 36, ✉ 23 — [848, 1418, 1071, 1434]
strip-line — [0, 789, 128, 804]
directory-entry: Rakow, Alb., Arbtr., Stresowstr. 119, ✉ 27 — [208, 300, 438, 316]
strip-line: r. 2, ✉ 5 — [80, 1211, 124, 1226]
directory-entry: — H., Holsteinischerkamp 57, ✉ 22 — [524, 747, 721, 763]
directory-entry: — Johs., Arbtr., Peterstr. 50, ✉ 3 — [524, 926, 702, 942]
directory-entry: — H., Arbtr., Ausschlägerallee 155, H. 2 — [524, 717, 744, 733]
directory-entry: — J., Arbtr., Eppendorferweg140, H.1, ✉19 — [524, 837, 763, 853]
directory-entry: — H. W., Malermstr., Uhlenh., Canalstr. 38, H. 1, ✉ 21 — [208, 807, 508, 823]
strip-line: rufszweige — [66, 1168, 124, 1183]
strip-line: r. Stensch, — [70, 1474, 124, 1489]
directory-entry: — Wwe., C. F. A., Hopfenstr. 5, ✉ 4 — [848, 747, 1047, 763]
directory-entry: — Heinr., Lademstr., Vierlanderstr. 68 — [848, 1299, 1056, 1315]
